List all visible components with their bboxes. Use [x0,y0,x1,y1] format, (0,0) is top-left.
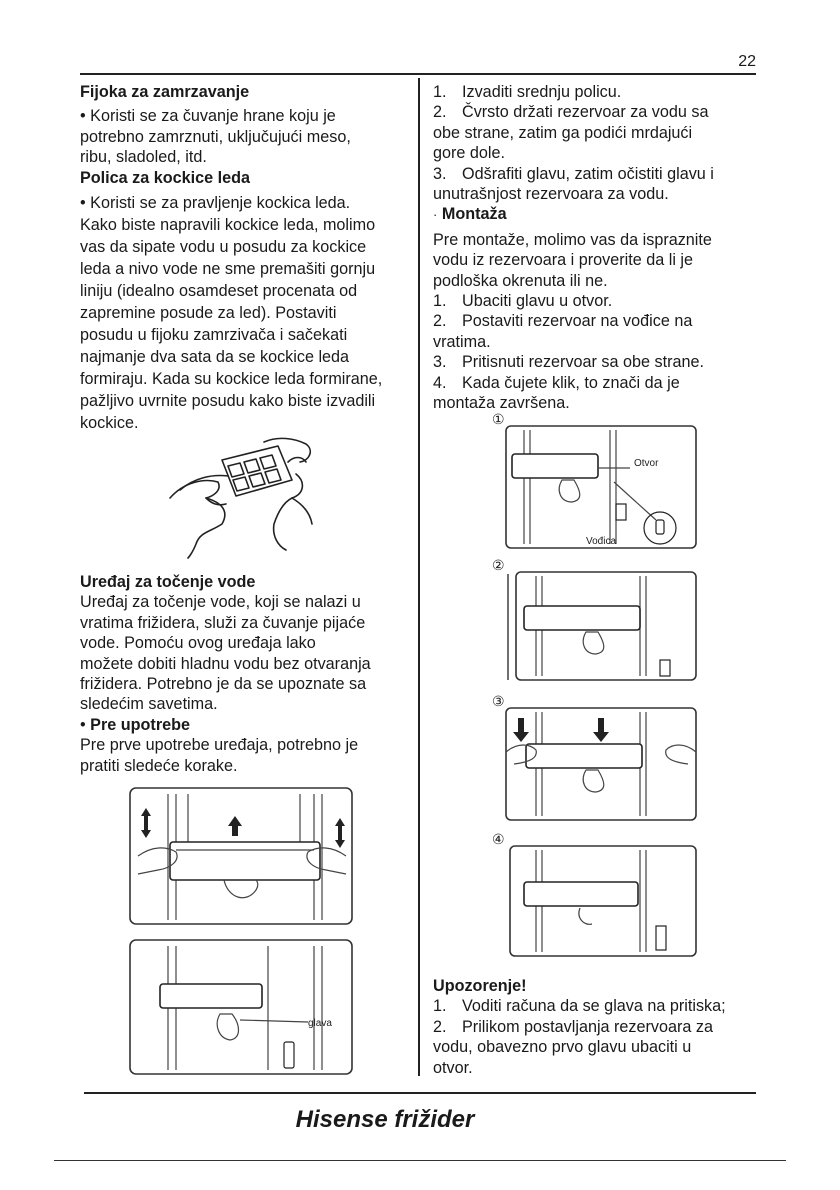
bullet: • [80,715,86,734]
page-number: 22 [738,53,756,70]
left-column-dispenser [80,572,420,776]
step-number: 3. [433,164,447,183]
glava-label: glava [308,1018,332,1029]
figure-head-removed [128,938,356,1078]
step-text: Postaviti rezervoar na vođice na [462,312,693,331]
text-line: leda a nivo vode ne sme premašiti gornju [80,260,376,279]
figure-step-2 [490,556,700,684]
freezer-drawer-heading: Fijoka za zamrzavanje [80,83,250,101]
text-line: podloška okrenuta ili ne. [433,271,608,290]
cleaning-step [433,164,755,184]
text-line: gore dole. [433,144,505,163]
text-line: potrebno zamrznuti, uključujući meso, [80,127,351,146]
cleaning-step [433,82,755,102]
text-line: pažljivo uvrnite posudu kako biste izvadili [80,392,376,411]
item-text: Voditi računa da se glava na pritiska; [462,997,726,1016]
step-number: 2. [433,103,447,122]
assembly-step [433,291,755,311]
text-line: • Koristi se za čuvanje hrane koju je [80,107,336,126]
assembly-step [433,352,755,372]
text-line: frižidera. Potrebno je da se upoznate sa [80,675,367,694]
step-marker-2: ② [492,557,505,573]
step-number: 4. [433,373,447,392]
text-line: ribu, sladoled, itd. [80,148,207,167]
item-number: 1. [433,997,447,1016]
figure-step-3 [490,692,700,824]
warning-block [433,976,755,1078]
text-line: vode. Pomoću ovog uređaja lako [80,634,316,653]
figure-step-4 [490,830,700,960]
step-marker-4: ④ [492,831,505,847]
left-column-top [80,82,420,434]
step-number: 1. [433,83,447,101]
before-use-heading: Pre upotrebe [90,715,191,734]
step-text: Čvrsto držati rezervoar za vodu sa [462,103,709,122]
text-line: vas da sipate vodu u posudu za kockice [80,238,367,257]
assembly-heading: Montaža [441,205,507,224]
vodica-label: Vođica [586,536,617,547]
step-text: Odšrafiti glavu, zatim očistiti glavu i [462,164,714,183]
text-line: • Koristi se za pravljenje kockica leda. [80,194,351,213]
text-line: možete dobiti hladnu vodu bez otvaranja [80,654,371,673]
text-line: zapremine posude za led). Postaviti [80,304,337,323]
text-line: formiraju. Kada su kockice leda formirane, [80,370,383,389]
step-text: Izvaditi srednju policu. [462,83,622,101]
text-line: vodu, obavezno prvo glavu ubaciti u [433,1038,692,1057]
text-line: Kako biste napravili kockice leda, molimo [80,216,376,235]
text-line: vratima. [433,332,491,351]
warning-item [433,1017,755,1037]
text-line: najmanje dva sata da se kockice leda [80,348,350,367]
text-line: Pre prve upotrebe uređaja, potrebno je [80,736,359,755]
footer-rule [54,1160,786,1161]
text-line: liniju (idealno osamdeset procenata od [80,282,358,301]
freezer-drawer-text [80,106,420,167]
right-column-top [433,82,755,414]
text-line: otvor. [433,1058,473,1077]
step-marker-1: ① [492,411,505,427]
otvor-label: Otvor [634,458,659,469]
text-line: vodu iz rezervoara i proverite da li je [433,251,694,270]
ice-shelf-heading: Polica za kockice leda [80,168,251,187]
text-line: Pre montaže, molimo vas da ispraznite [433,230,712,249]
assembly-step [433,311,755,331]
ice-shelf-text [80,192,420,434]
step-number: 2. [433,312,447,331]
item-text: Prilikom postavljanja rezervoara za [462,1017,714,1036]
text-line: pratiti sledeće korake. [80,756,238,775]
assembly-step [433,373,755,393]
figure-lift-tank [128,786,356,928]
before-use-heading-row [80,715,420,735]
figure-step-1 [490,410,700,552]
cleaning-step [433,102,755,122]
step-text: Pritisnuti rezervoar sa obe strane. [462,353,705,372]
top-rule [80,73,756,75]
dispenser-heading: Uređaj za točenje vode [80,573,256,591]
ice-tray-illustration [160,432,320,562]
step-marker-3: ③ [492,693,505,709]
text-line: montaža završena. [433,394,570,413]
step-text: Kada čujete klik, to znači da je [462,373,680,392]
warning-heading: Upozorenje! [433,977,527,995]
text-line: sledećim savetima. [80,695,218,714]
step-number: 1. [433,292,447,311]
item-number: 2. [433,1017,447,1036]
footer-title: Hisense frižider [295,1106,475,1133]
bottom-rule [84,1092,756,1094]
step-text: Ubaciti glavu u otvor. [462,292,613,311]
text-line: vratima frižidera, služi za čuvanje pijaće [80,613,366,632]
text-line: Uređaj za točenje vode, koji se nalazi u [80,593,361,612]
step-number: 3. [433,353,447,372]
warning-item [433,996,755,1016]
text-line: posudu u fijoku zamrzivača i sačekati [80,326,348,345]
text-line: obe strane, zatim ga podići mrdajući [433,123,693,142]
text-line: kockice. [80,414,139,433]
text-line: unutrašnjost rezervoara za vodu. [433,185,669,204]
bullet: · [433,207,438,223]
assembly-heading-row [433,204,755,225]
